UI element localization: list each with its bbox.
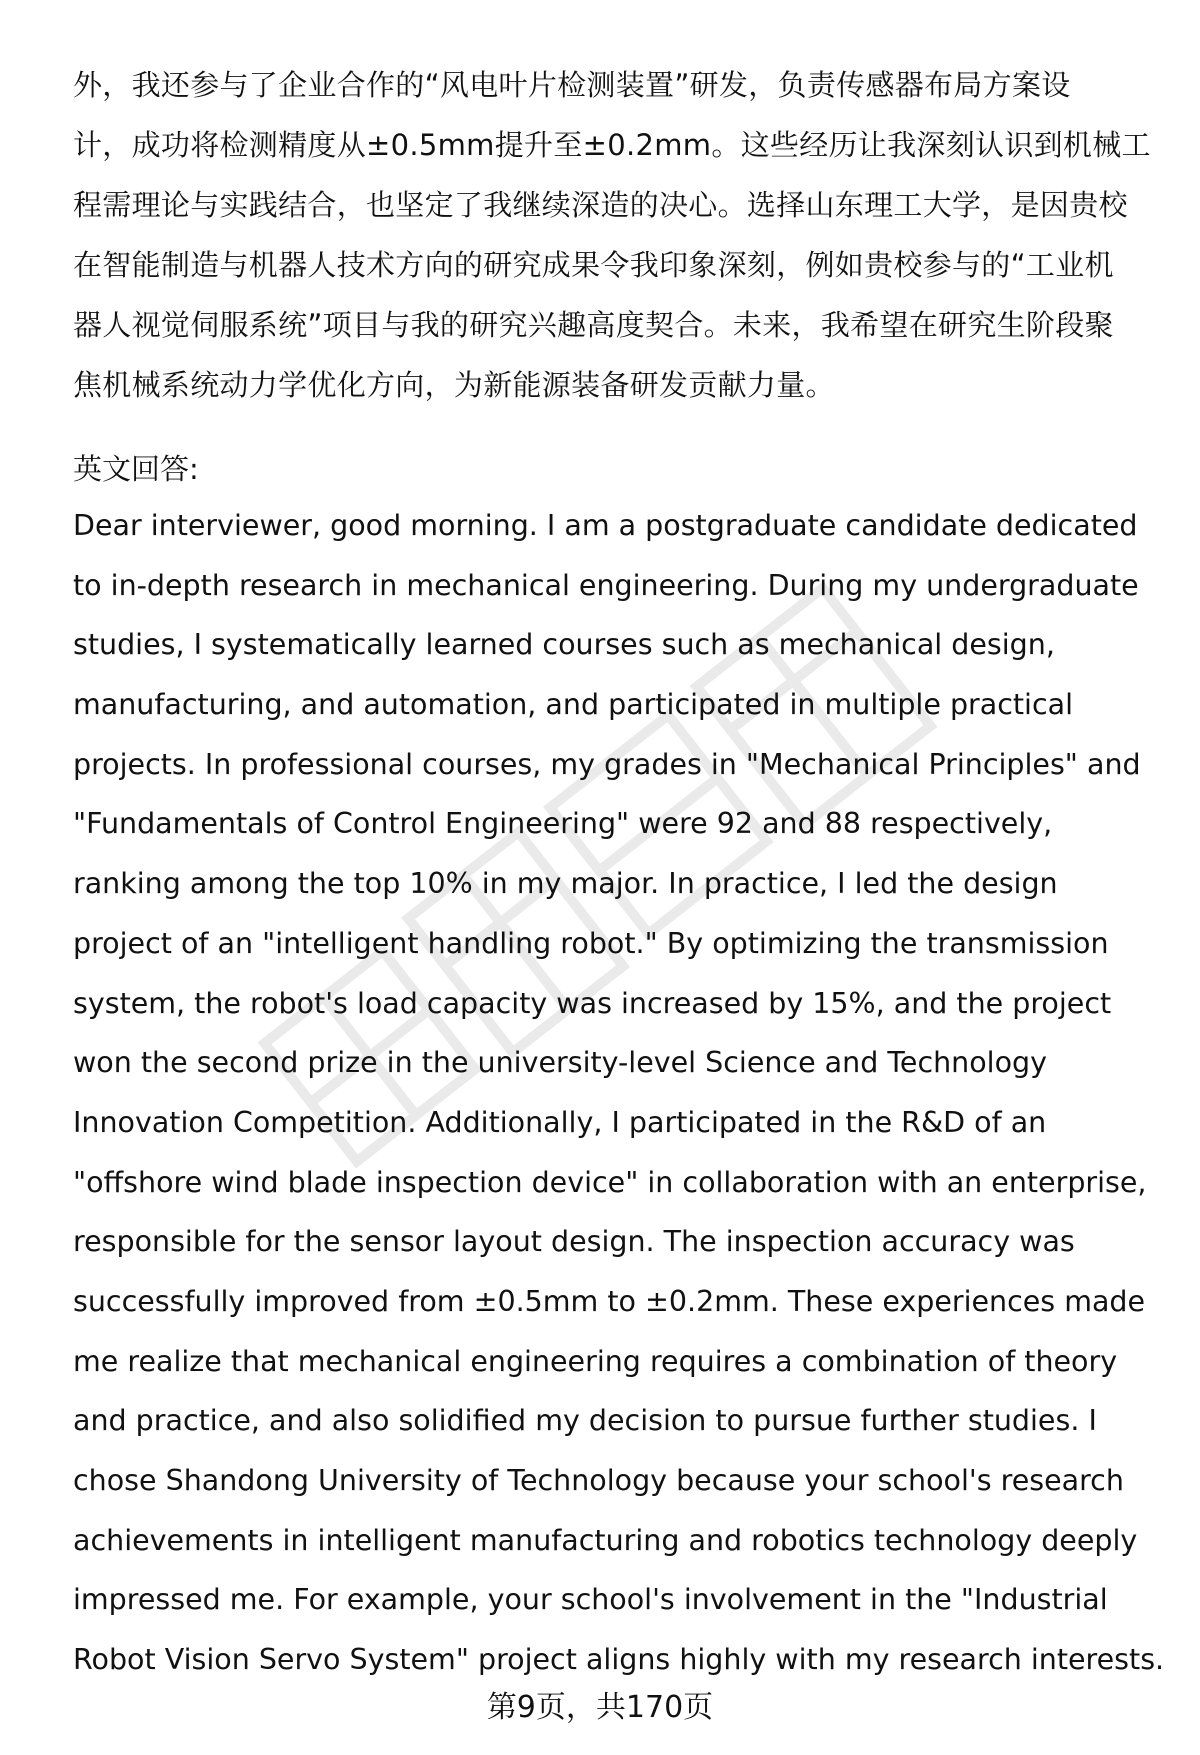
english-line: impressed me. For example, your school's involvement in the "Industrial [73, 1583, 1108, 1617]
english-line: "Fundamentals of Control Engineering" were 92 and 88 respectively, [73, 807, 1053, 841]
english-line: manufacturing, and automation, and participated in multiple practical [73, 688, 1074, 722]
english-line: successfully improved from ±0.5mm to ±0.2mm. These experiences made [73, 1284, 1146, 1318]
english-line: system, the robot's load capacity was increased by 15%, and the project [73, 986, 1112, 1020]
page-number-footer: 第9页，共170页 [486, 1690, 714, 1725]
english-line: achievements in intelligent manufacturing and robotics technology deeply [73, 1523, 1138, 1557]
chinese-line: 程需理论与实践结合，也坚定了我继续深造的决心。选择山东理工大学，是因贵校 [73, 188, 1128, 222]
english-line: won the second prize in the university-level Science and Technology [73, 1046, 1047, 1080]
english-line: "offshore wind blade inspection device" in collaboration with an enterprise, [73, 1165, 1147, 1199]
english-line: Robot Vision Servo System" project aligns highly with my research interests. [73, 1643, 1165, 1677]
section-heading: 英文回答: [73, 452, 199, 486]
english-line: chose Shandong University of Technology because your school's research [73, 1464, 1124, 1497]
english-line: ranking among the top 10% in my major. In practice, I led the design [73, 867, 1058, 901]
chinese-paragraph [73, 55, 1153, 415]
english-line: responsible for the sensor layout design. The inspection accuracy was [73, 1225, 1075, 1259]
english-line: Dear interviewer, good morning. I am a postgraduate candidate dedicated [73, 509, 1138, 542]
english-line: and practice, and also solidified my decision to pursue further studies. I [73, 1404, 1097, 1438]
chinese-line: 焦机械系统动力学优化方向，为新能源装备研发贡献力量。 [73, 368, 835, 402]
english-line: studies, I systematically learned courses such as mechanical design, [73, 628, 1055, 662]
english-line: me realize that mechanical engineering requires a combination of theory [73, 1344, 1118, 1378]
english-line: project of an "intelligent handling robot." By optimizing the transmission [73, 926, 1109, 960]
english-line: Innovation Competition. Additionally, I participated in the R&D of an [73, 1105, 1047, 1139]
chinese-line: 计，成功将检测精度从±0.5mm提升至±0.2mm。这些经历让我深刻认识到机械工 [73, 128, 1151, 162]
english-line: projects. In professional courses, my grades in "Mechanical Principles" and [73, 747, 1141, 781]
chinese-line: 外，我还参与了企业合作的“风电叶片检测装置”研发，负责传感器布局方案设 [73, 68, 1071, 102]
chinese-line: 器人视觉伺服系统”项目与我的研究兴趣高度契合。未来，我希望在研究生阶段聚 [73, 308, 1114, 342]
chinese-line: 在智能制造与机器人技术方向的研究成果令我印象深刻，例如贵校参与的“工业机 [73, 248, 1114, 282]
english-paragraph [73, 496, 1173, 1690]
english-line: to in-depth research in mechanical engineering. During my undergraduate [73, 568, 1139, 602]
